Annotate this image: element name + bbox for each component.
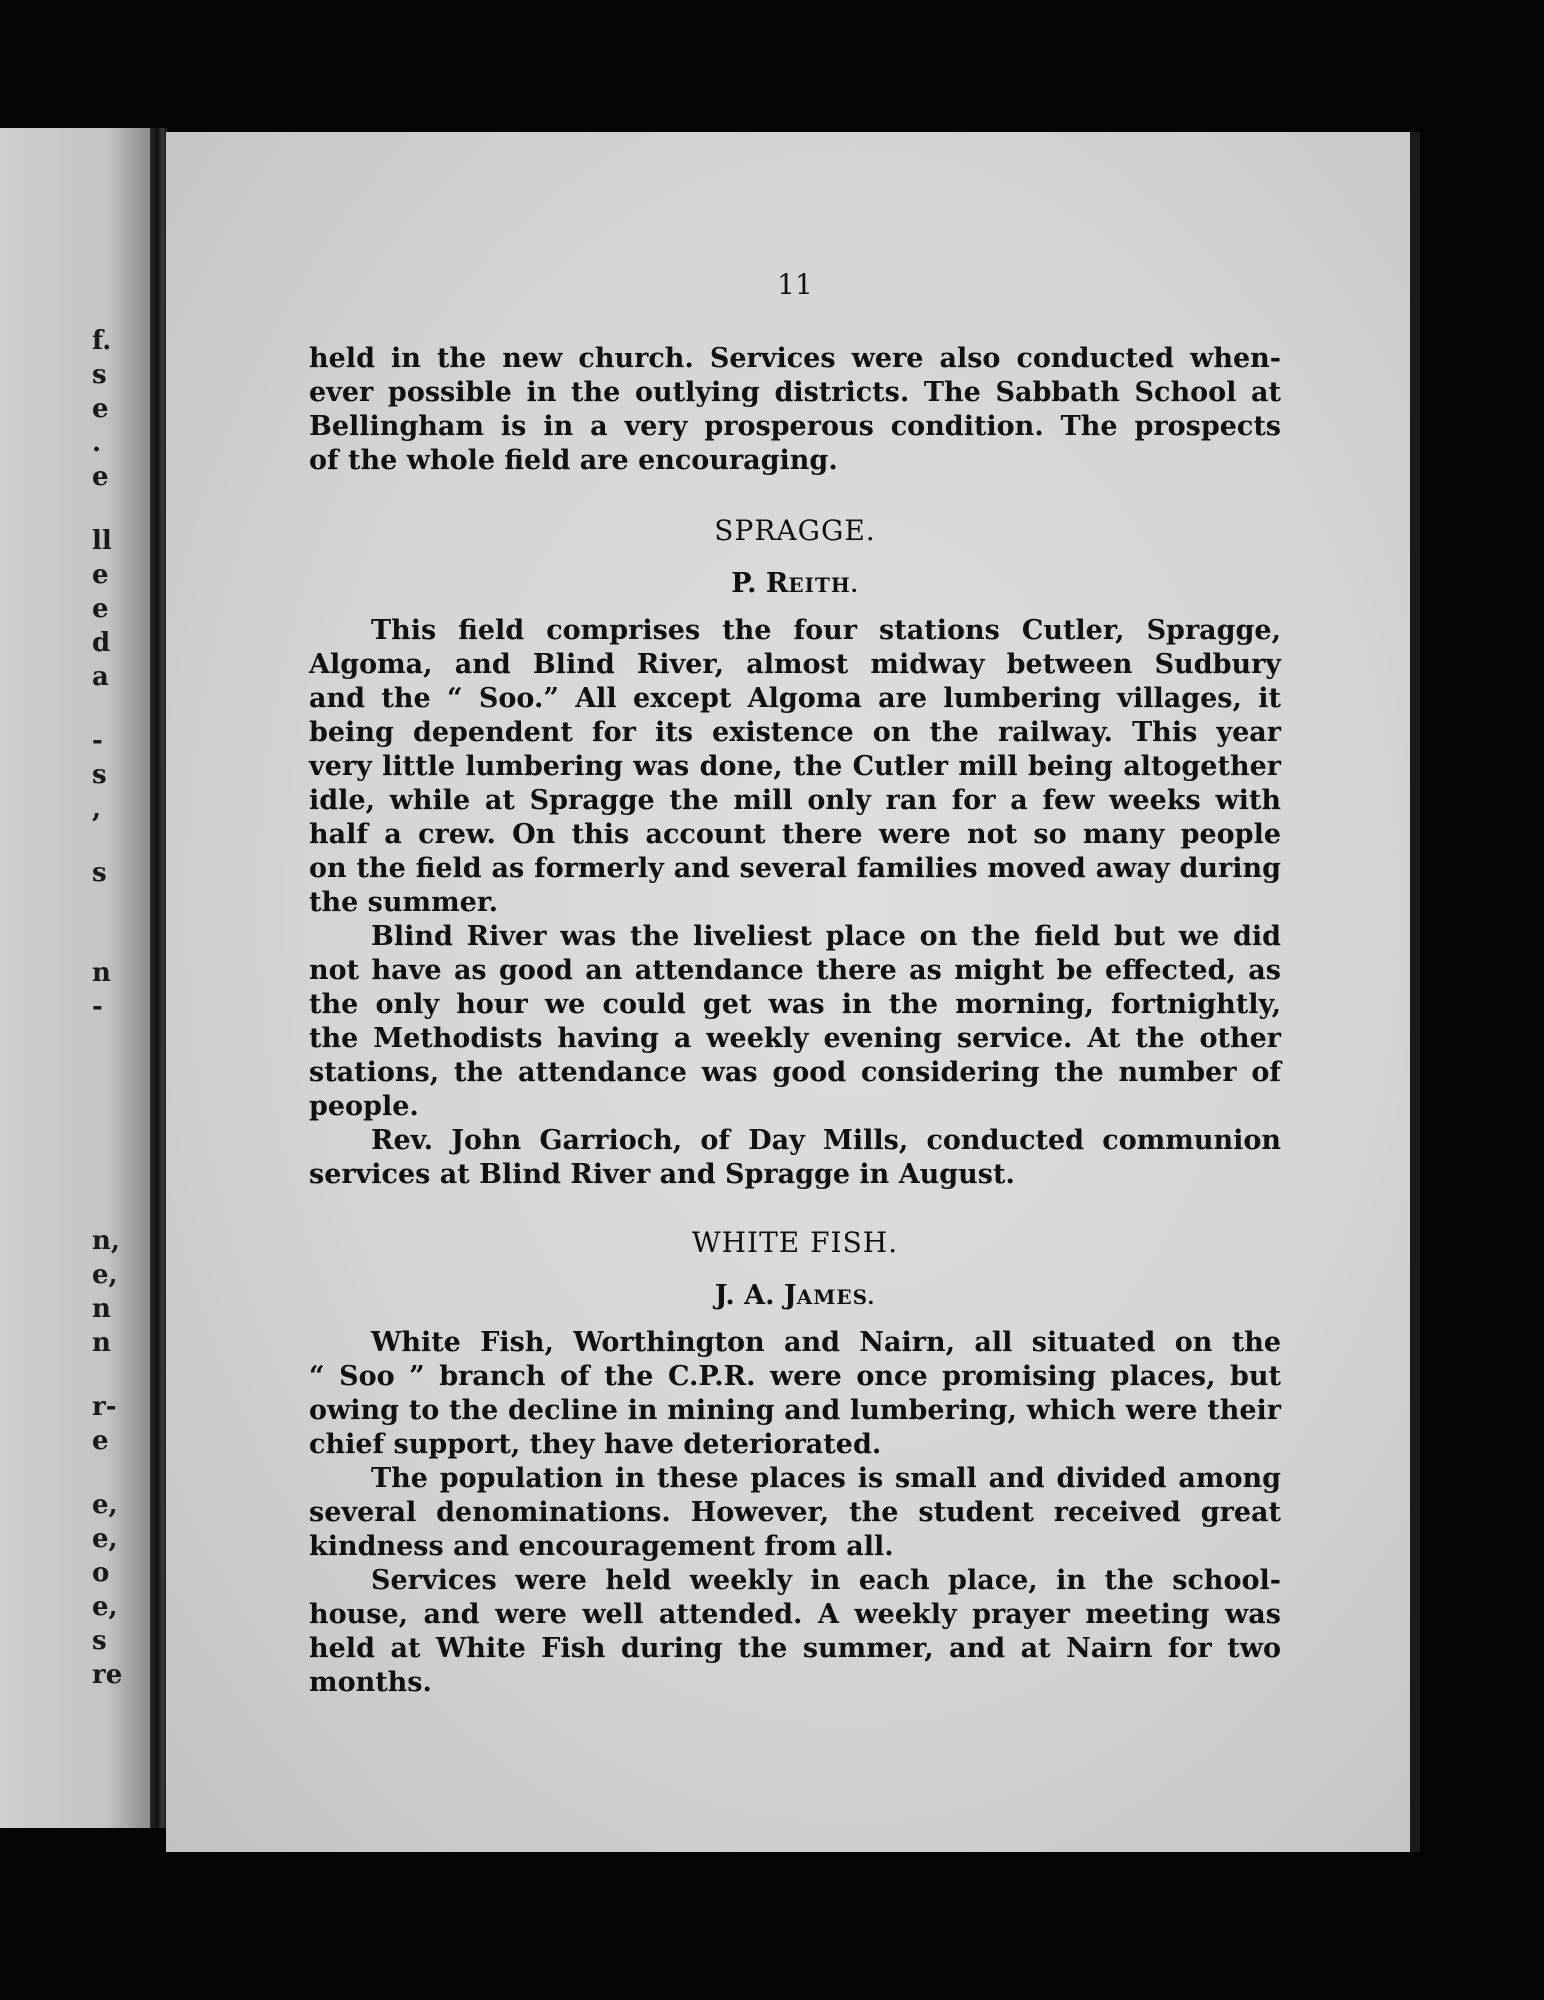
- text-line: held at White Fish during the summer, and at Nairn for two: [309, 1633, 1281, 1664]
- left-fragment: n: [92, 1294, 111, 1324]
- left-fragment: e: [92, 560, 109, 590]
- text-line: This field comprises the four stations Cutler, Spragge,: [371, 615, 1281, 646]
- text-line: very little lumbering was done, the Cutler mill being altogether: [309, 751, 1281, 782]
- text-line: of the whole field are encouraging.: [309, 445, 838, 476]
- text-line: stations, the attendance was good considering the number of: [309, 1057, 1281, 1088]
- text-line: and the “ Soo.” All except Algoma are lumbering villages, it: [309, 683, 1281, 714]
- left-fragment: s: [92, 360, 107, 390]
- byline-surname: EITH.: [788, 573, 859, 597]
- byline-initial: J. A. J: [714, 1280, 797, 1311]
- text-line: “ Soo ” branch of the C.P.R. were once promising places, but: [309, 1361, 1281, 1392]
- section-byline: [309, 568, 1281, 599]
- left-fragment: o: [92, 1558, 110, 1588]
- left-fragment: n: [92, 958, 111, 988]
- left-fragment: re: [92, 1660, 123, 1690]
- text-line: the Methodists having a weekly evening service. At the other: [309, 1023, 1281, 1054]
- left-fragment: e,: [92, 1490, 118, 1520]
- text-line: Algoma, and Blind River, almost midway between Sudbury: [309, 649, 1281, 680]
- left-fragment: e,: [92, 1260, 118, 1290]
- left-fragment: -: [92, 992, 103, 1022]
- left-fragment: e: [92, 594, 109, 624]
- text-line: the summer.: [309, 887, 498, 918]
- text-line: not have as good an attendance there as might be effected, as: [309, 955, 1281, 986]
- section-byline: [309, 1280, 1281, 1311]
- text-line: months.: [309, 1667, 432, 1698]
- text-line: Rev. John Garrioch, of Day Mills, conducted communion: [371, 1125, 1281, 1156]
- left-fragment: -: [92, 726, 103, 756]
- text-line: several denominations. However, the student received great: [309, 1497, 1281, 1528]
- text-line: White Fish, Worthington and Nairn, all situated on the: [371, 1327, 1281, 1358]
- text-line: the only hour we could get was in the morning, fortnightly,: [309, 989, 1281, 1020]
- text-line: Blind River was the liveliest place on the field but we did: [371, 921, 1281, 952]
- text-line: held in the new church. Services were also conducted when-: [309, 343, 1281, 374]
- left-fragment: d: [92, 628, 111, 658]
- text-line: half a crew. On this account there were not so many people: [309, 819, 1281, 850]
- left-page-edge: [0, 128, 152, 1828]
- left-fragment: s: [92, 760, 107, 790]
- text-line: chief support, they have deteriorated.: [309, 1429, 882, 1460]
- text-line: on the field as formerly and several families moved away during: [309, 853, 1281, 884]
- left-fragment: e: [92, 462, 109, 492]
- section-heading: SPRAGGE.: [714, 514, 876, 547]
- left-fragment: e: [92, 1426, 109, 1456]
- left-fragment: n,: [92, 1226, 120, 1256]
- left-fragment: s: [92, 858, 107, 888]
- page-number: 11: [777, 268, 813, 301]
- left-fragment: f.: [92, 326, 112, 356]
- text-line: people.: [309, 1091, 419, 1122]
- left-fragment: ll: [92, 526, 112, 556]
- left-fragment: .: [92, 428, 102, 458]
- text-line: Bellingham is in a very prosperous condition. The prospects: [309, 411, 1281, 442]
- text-line: idle, while at Spragge the mill only ran for a few weeks with: [309, 785, 1281, 816]
- byline-surname: AMES.: [796, 1285, 876, 1309]
- text-line: kindness and encouragement from all.: [309, 1531, 894, 1562]
- left-fragment: ,: [92, 794, 102, 824]
- left-fragment: e,: [92, 1524, 118, 1554]
- page: [166, 132, 1420, 1852]
- byline-initial: P. R: [731, 568, 789, 599]
- text-line: owing to the decline in mining and lumbering, which were their: [309, 1395, 1281, 1426]
- text-line: house, and were well attended. A weekly prayer meeting was: [309, 1599, 1281, 1630]
- left-fragment: r-: [92, 1392, 117, 1422]
- text-line: being dependent for its existence on the railway. This year: [309, 717, 1281, 748]
- left-fragment: a: [92, 662, 109, 692]
- text-line: ever possible in the outlying districts. The Sabbath School at: [309, 377, 1281, 408]
- left-fragment: s: [92, 1626, 107, 1656]
- left-fragment: e: [92, 394, 109, 424]
- section-heading: WHITE FISH.: [691, 1226, 899, 1259]
- text-line: Services were held weekly in each place, in the school-: [371, 1565, 1281, 1596]
- left-fragment: e,: [92, 1592, 118, 1622]
- left-fragment: n: [92, 1328, 111, 1358]
- text-line: The population in these places is small and divided among: [371, 1463, 1281, 1494]
- left-margin-fragments: [92, 128, 152, 1828]
- text-line: services at Blind River and Spragge in August.: [309, 1159, 1015, 1190]
